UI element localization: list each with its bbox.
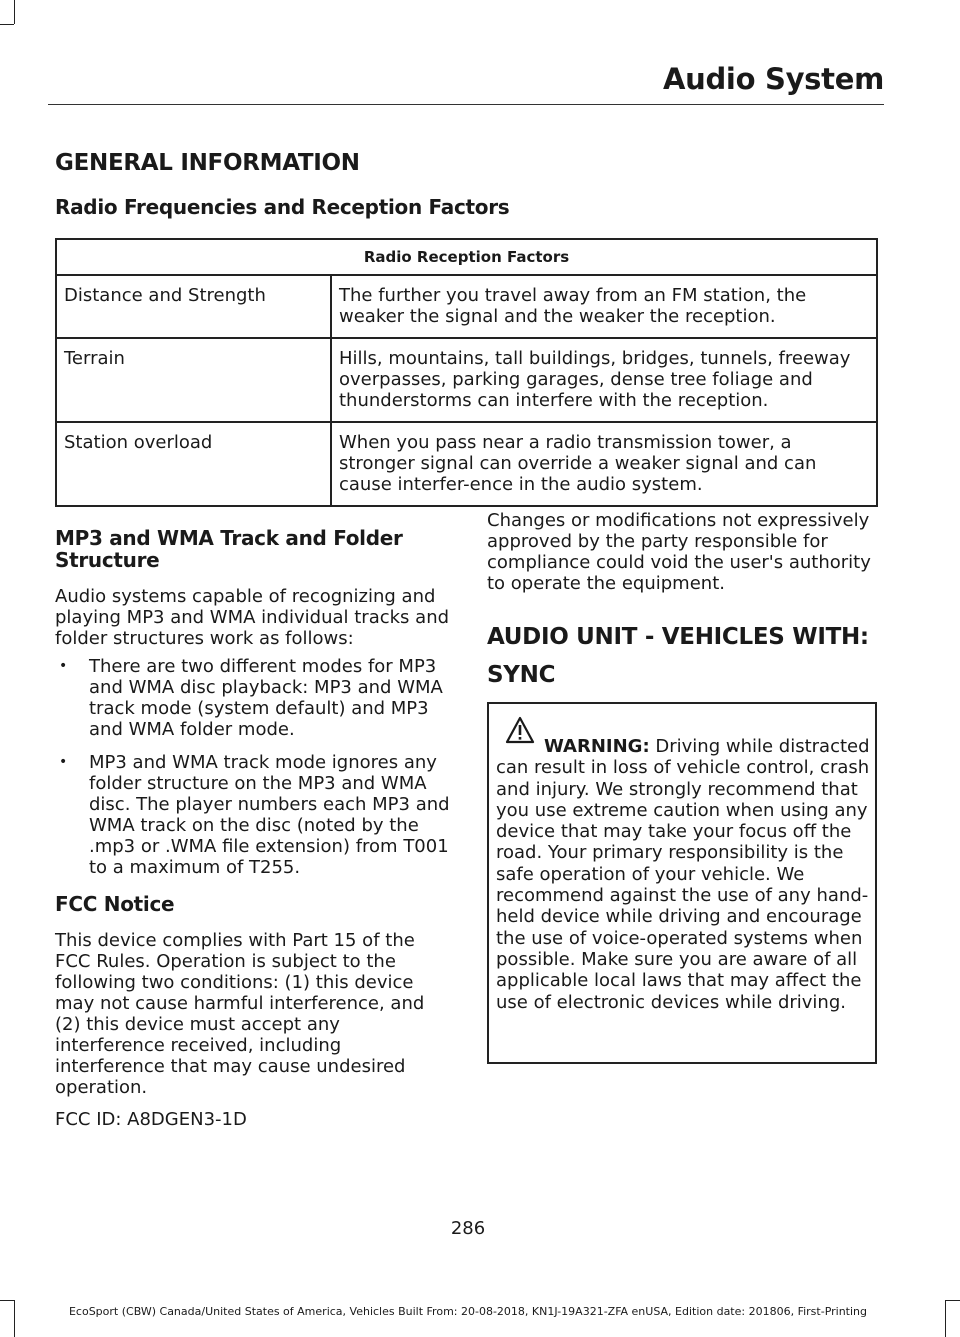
list-item: • There are two different modes for MP3 and WMA disc playback: MP3 and WMA track mode (system default) and MP3 and WMA folder mode. bbox=[55, 656, 450, 740]
warning-text bbox=[496, 736, 872, 1013]
fcc-notice-paragraph: This device complies with Part 15 of the FCC Rules. Operation is subject to the following two conditions: (1) this device may not cause harmful interference, and (2) this device must accept any interference received, including interference that may cause undesired operation. bbox=[55, 930, 425, 1098]
table-cell-description: Hills, mountains, tall buildings, bridges, tunnels, freeway overpasses, parking garages, dense tree foliage and thunderstorms can interfere with the reception. bbox=[331, 338, 877, 422]
list-item: • MP3 and WMA track mode ignores any folder structure on the MP3 and WMA disc. The player numbers each MP3 and WMA track on the disc (noted by the .mp3 or .WMA file extension) from T001 to a maximum of T255. bbox=[55, 752, 450, 878]
fcc-id: FCC ID: A8DGEN3-1D bbox=[55, 1109, 247, 1130]
subsection-title-mp3-wma: MP3 and WMA Track and Folder Structure bbox=[55, 526, 403, 572]
page-footer: EcoSport (CBW) Canada/United States of America, Vehicles Built From: 20-08-2018, KN1J-19A321-ZFA enUSA, Edition date: 201806, First-Printing bbox=[68, 1305, 868, 1318]
page-number: 286 bbox=[450, 1218, 486, 1239]
table-cell-factor: Terrain bbox=[56, 338, 331, 422]
page-header-title: Audio System bbox=[662, 62, 884, 96]
subsection-title-fcc-notice: FCC Notice bbox=[55, 892, 175, 916]
table-row bbox=[56, 275, 877, 338]
table-caption: Radio Reception Factors bbox=[56, 239, 877, 275]
table-row bbox=[56, 422, 877, 506]
crop-mark bbox=[946, 1300, 960, 1301]
warning-label: WARNING: bbox=[544, 736, 650, 757]
warning-box bbox=[487, 702, 877, 1064]
radio-reception-factors-table bbox=[55, 238, 878, 507]
crop-mark bbox=[945, 1300, 946, 1337]
section-title-general-information: GENERAL INFORMATION bbox=[55, 150, 360, 176]
section-title-line: AUDIO UNIT - VEHICLES WITH: bbox=[487, 624, 869, 650]
mp3-intro-paragraph: Audio systems capable of recognizing and playing MP3 and WMA individual tracks and folder structures work as follows: bbox=[55, 586, 450, 649]
table-cell-description: When you pass near a radio transmission tower, a stronger signal can override a weaker signal and can cause interfer-ence in the audio system. bbox=[331, 422, 877, 506]
modifications-paragraph: Changes or modifications not expressively approved by the party responsible for compliance could void the user's authority to operate the equipment. bbox=[487, 510, 871, 594]
crop-mark bbox=[14, 0, 15, 24]
crop-mark bbox=[0, 1300, 14, 1301]
table-row bbox=[56, 338, 877, 422]
table-cell-factor: Station overload bbox=[56, 422, 331, 506]
section-title-audio-unit bbox=[487, 622, 869, 690]
warning-body: Driving while distracted can result in loss of vehicle control, crash and injury. We strongly recommend that you use extreme caution when using any device that may take your focus off the road. Your primary responsibility is the safe operation of your vehicle. We recommend against the use of any hand-held device while driving and encourage the use of voice-operated systems when possible. Make sure you are aware of all applicable local laws that may affect the use of electronic devices while driving. bbox=[496, 736, 870, 1013]
header-divider bbox=[48, 104, 884, 105]
subsection-title-radio-frequencies: Radio Frequencies and Reception Factors bbox=[55, 195, 510, 219]
mp3-bullet-list bbox=[55, 656, 450, 890]
table-cell-description: The further you travel away from an FM station, the weaker the signal and the weaker the reception. bbox=[331, 275, 877, 338]
crop-mark bbox=[0, 24, 14, 25]
table-cell-factor: Distance and Strength bbox=[56, 275, 331, 338]
section-title-line: SYNC bbox=[487, 662, 556, 688]
